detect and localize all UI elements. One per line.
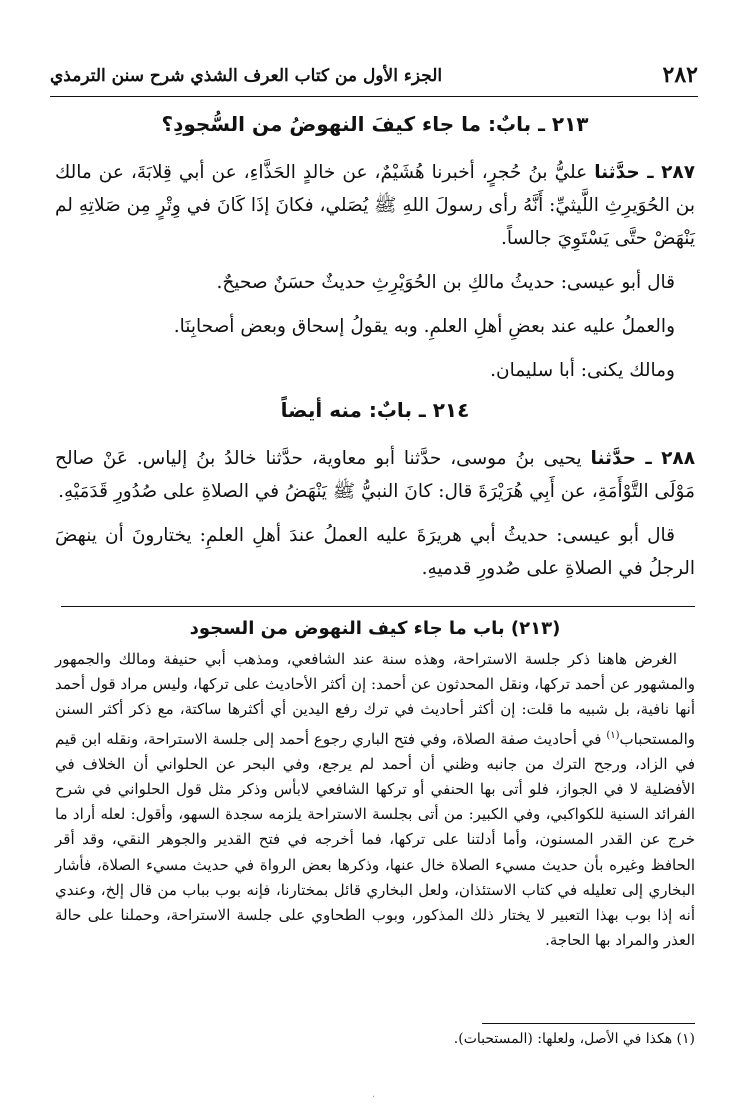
hadith-288-grading: قال أبو عيسى: حديثُ أبي هريرَةَ عليه العملُ عندَ أهلِ العلمِ: يختارونَ أن ينهضَ الرجلُ في الصلاةِ على صُدورِ قدميهِ. [55,525,695,579]
hadith-288-text: يحيى بنُ موسى، حدَّثنا أبو معاوية، حدَّثنا خالدُ بنُ إلياس. عَنْ صالح مَوْلَى التَّوْأَمَةِ، عن أَبِي هُرَيْرَةَ قال: كانَ النبيُّ ﷺ يَنْهَضُ في الصلاةِ على صُدُورِ قَدَمَيْهِ. [55,448,695,502]
section-separator [61,606,695,607]
commentary-body-part1: الغرض هاهنا ذكر جلسة الاستراحة، وهذه سنة عند الشافعي، ومذهب أبي حنيفة ومالك والجمهور والمشهور عن أحمد تركها، ونقل المحدثون عن أحمد: إن أكثر الأحاديث على تركها، وليس مراد قول أحمد أنها نافية، بل شبيه ما قلت: إن أكثر أحاديث في ترك رفع اليدين أي أكثرها ساكتة، مع ذكر أكثر السنن والمستحباب [55,650,695,748]
chapter-213-heading: ٢١٣ ـ بابٌ: ما جاء كيفَ النهوضُ من السُّجودِ؟ [161,112,589,136]
main-text [55,112,695,596]
commentary-heading: (٢١٣) باب ما جاء كيف النهوض من السجود [189,618,561,639]
chapter-214-heading: ٢١٤ ـ بابٌ: منه أيضاً [280,398,470,422]
hadith-287-kunya: ومالك يكنى: أبا سليمان. [490,360,675,381]
hadith-288 [55,442,695,508]
running-title: الجزء الأول من كتاب العرف الشذي شرح سنن الترمذي [50,66,443,86]
hadith-288-lead: ٢٨٨ ـ حدَّثنا [590,448,696,469]
page-mark-dot: · [372,1092,376,1103]
commentary-body-part2: في أحاديث صفة الصلاة، وفي فتح الباري رجوع أحمد إلى جلسة الاستراحة، ونقله ابن قيم في الزاد، ورجح الترك من جانبه وظني أن أحمد لم يرجع، وفي البحر عن الحلواني أن الخلاف في الأفضلية لا في الجواز، فلو أتى بها الحنفي أو تركها الشافعي لابأس وذكر مثل قول الحلواني في شرح الفرائد السنية للكواكبي، وفي الكبير: من أتى بجلسة الاستراحة يلزمه سجدة السهو، وأقول: لعله أراد ما خرج عن القدر المسنون، وأما أدلتنا على تركها، فما أخرجه في فتح القدير والجوهر النقي، وقد أقر الحافظ وغيره بأن حديث مسيء الصلاة خال عنها، وذكرها بعض الرواة في حديث مسيء الصلاة، فأشار البخاري إلى تعليله في كتاب الاستئذان، ولعل البخاري قائل بمختارنا، فإنه بوب بباب من قال إلخ، وعندي أنه إذا بوب بهذا التعبير لا يختار ذلك المذكور، وبوب الطحاوي على جلسة الاستراحة، وحملنا على حالة العذر والمراد بها الحاجة. [55,729,695,950]
hadith-287-lead: ٢٨٧ ـ حدَّثنا [594,162,695,183]
commentary [55,618,695,953]
hadith-287-practice: والعملُ عليه عند بعضِ أهلِ العلمِ. وبه يقولُ إسحاق وبعض أصحابِنَا. [173,316,675,337]
footnote: (١) هكذا في الأصل، ولعلها: (المستحبات). [453,1031,695,1047]
hadith-287-grading: قال أبو عيسى: حديثُ مالكِ بن الحُوَيْرِثِ حديثٌ حسَنٌ صحيحٌ. [216,272,675,293]
footnote-rule [482,1023,695,1024]
commentary-body [55,647,695,953]
hadith-287-text: عليُّ بنُ حُجرٍ، أخبرنا هُشَيْمٌ، عن خالدٍ الحَذَّاءِ، عن أبي قِلابَةَ، عن مالك بن الحُوَيرِثِ اللَّيثيِّ: أَنَّهُ رأى رسولَ اللهِ ﷺ يُصَلي، فكانَ إذَا كَانَ في وِتْرٍ مِن صَلاتِهِ لم يَنْهَضْ حتَّى يَسْتَوِيَ جالساً. [55,162,695,249]
footnote-marker: (١) [606,729,620,741]
page-header [50,62,698,97]
hadith-287 [55,156,695,255]
page-number: ٢٨٢ [662,62,698,88]
